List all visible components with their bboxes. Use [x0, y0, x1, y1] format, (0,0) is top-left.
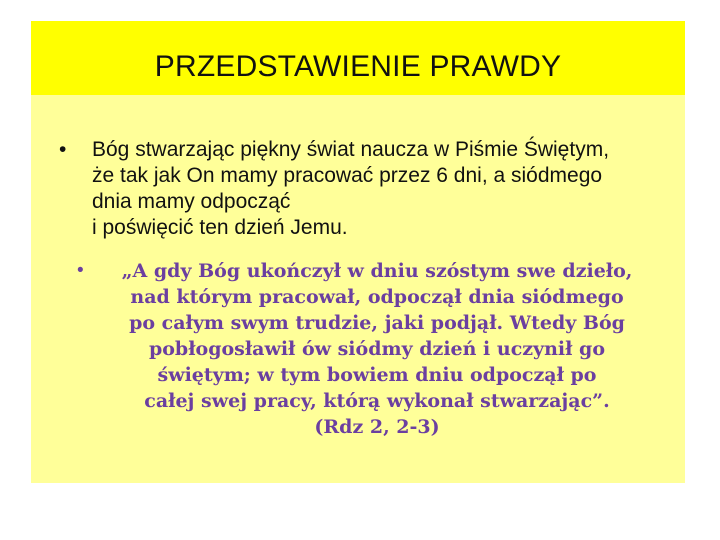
slide-title: PRZEDSTAWIENIE PRAWDY	[154, 50, 562, 83]
bullet-line: dnia mamy odpocząć	[92, 190, 291, 213]
quote-citation: (Rdz 2, 2-3)	[314, 416, 440, 438]
bullet-line: i poświęcić ten dzień Jemu.	[92, 216, 348, 239]
bullet-text	[59, 137, 674, 241]
bullet-line: Bóg stwarzając piękny świat naucza w Piśmie Świętym,	[92, 138, 610, 161]
quote-line: „A gdy Bóg ukończył w dniu szóstym swe dzieło,	[121, 260, 633, 282]
bullet-item-teaching	[59, 137, 674, 241]
quote-line: pobłogosławił ów siódmy dzień i uczynił go	[148, 338, 606, 360]
quote-line: całej swej pracy, którą wykonał stwarzając”.	[144, 390, 610, 412]
title-bar	[31, 21, 685, 95]
bullet-marker: •	[77, 260, 84, 281]
quote-line: świętym; w tym bowiem dniu odpoczął po	[157, 364, 597, 386]
bullet-line: że tak jak On mamy pracować przez 6 dni, a siódmego	[92, 164, 603, 187]
quote-line: nad którym pracował, odpoczął dnia siódmego	[130, 286, 624, 308]
quote-line: po całym swym trudzie, jaki podjął. Wtedy Bóg	[129, 312, 625, 334]
bullet-item-quote	[77, 258, 677, 440]
content-box	[31, 95, 685, 483]
bullet-marker: •	[59, 138, 67, 161]
